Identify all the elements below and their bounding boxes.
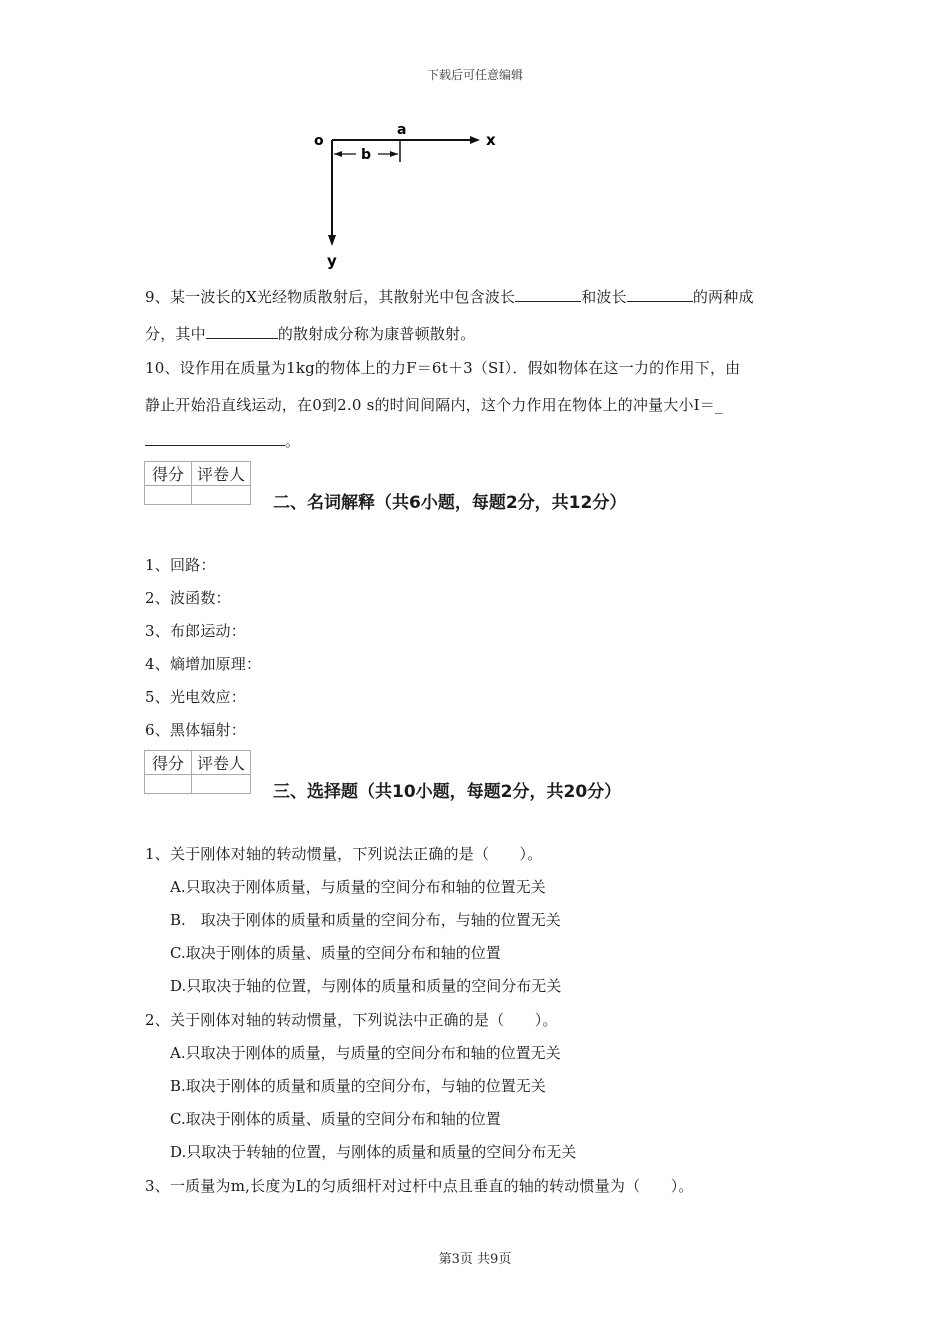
q9-text-3: 的两种成 <box>692 288 754 306</box>
term-item: 6、黑体辐射： <box>145 721 246 739</box>
label-b: b <box>361 147 372 163</box>
q10-end: 。 <box>285 432 301 450</box>
q9-text-5: 的散射成分称为康普顿散射。 <box>277 325 476 343</box>
q1-option-a[interactable]: A.只取决于刚体质量，与质量的空间分布和轴的位置无关 <box>170 878 546 896</box>
page-footer: 第3页 共9页 <box>438 1252 512 1267</box>
x-axis-label: x <box>486 131 496 149</box>
q1-option-d[interactable]: D.只取决于轴的位置，与刚体的质量和质量的空间分布无关 <box>170 977 562 995</box>
term-item: 2、波函数： <box>145 589 231 607</box>
axis-diagram <box>300 112 520 272</box>
q9-line1 <box>145 286 754 307</box>
section3-title: 三、选择题（共10小题，每题2分，共20分） <box>273 782 622 802</box>
q2-option-a[interactable]: A.只取决于刚体的质量，与质量的空间分布和轴的位置无关 <box>170 1044 561 1062</box>
b-dim-arrow-right <box>390 151 398 157</box>
q10-line2: 静止开始沿直线运动，在0到2.0 s的时间间隔内，这个力作用在物体上的冲量大小I＝_ <box>145 396 723 414</box>
q9-line2 <box>145 323 475 344</box>
q1-option-b[interactable]: B. 取决于刚体的质量和质量的空间分布，与轴的位置无关 <box>170 911 561 929</box>
grader-label: 评卷人 <box>192 751 251 775</box>
q9-text-1: 9、某一波长的X光经物质散射后，其散射光中包含波长 <box>145 288 516 306</box>
term-item: 4、熵增加原理： <box>145 655 262 673</box>
q1-option-c[interactable]: C.取决于刚体的质量、质量的空间分布和轴的位置 <box>170 944 501 962</box>
q1-stem: 1、关于刚体对轴的转动惯量，下列说法正确的是（ ）。 <box>145 845 543 863</box>
q9-blank-2[interactable] <box>627 287 693 302</box>
q2-option-d[interactable]: D.只取决于转轴的位置，与刚体的质量和质量的空间分布无关 <box>170 1143 577 1161</box>
q10-blank[interactable] <box>145 431 285 446</box>
q2-option-c[interactable]: C.取决于刚体的质量、质量的空间分布和轴的位置 <box>170 1110 501 1128</box>
q9-text-4: 分，其中 <box>145 325 206 343</box>
grader-cell[interactable] <box>192 775 251 794</box>
q3-stem: 3、一质量为m,长度为L的匀质细杆对过杆中点且垂直的轴的转动惯量为（ ）。 <box>145 1177 694 1195</box>
y-axis-arrow <box>328 235 336 246</box>
score-box-section2 <box>144 461 251 505</box>
grader-label: 评卷人 <box>192 462 251 486</box>
q10-line1: 10、设作用在质量为1kg的物体上的力F＝6t＋3（SI）．假如物体在这一力的作用下，由 <box>145 359 741 377</box>
q10-line3 <box>145 430 300 451</box>
score-box-section3 <box>144 750 251 794</box>
header-note: 下载后可任意编辑 <box>426 68 523 82</box>
q2-stem: 2、关于刚体对轴的转动惯量，下列说法中正确的是（ ）。 <box>145 1011 558 1029</box>
y-axis-label: y <box>327 252 337 270</box>
label-a: a <box>397 122 407 138</box>
score-label: 得分 <box>145 462 192 486</box>
q9-blank-3[interactable] <box>206 324 278 339</box>
b-dim-arrow-left <box>334 151 342 157</box>
score-cell[interactable] <box>145 486 192 505</box>
term-item: 5、光电效应： <box>145 688 246 706</box>
q9-blank-1[interactable] <box>515 287 581 302</box>
term-item: 3、布郎运动： <box>145 622 246 640</box>
score-cell[interactable] <box>145 775 192 794</box>
x-axis-arrow <box>470 136 480 144</box>
term-item: 1、回路： <box>145 556 216 574</box>
origin-label: o <box>314 133 324 149</box>
grader-cell[interactable] <box>192 486 251 505</box>
section2-title: 二、名词解释（共6小题，每题2分，共12分） <box>273 493 627 513</box>
score-label: 得分 <box>145 751 192 775</box>
q2-option-b[interactable]: B.取决于刚体的质量和质量的空间分布，与轴的位置无关 <box>170 1077 546 1095</box>
q9-text-2: 和波长 <box>581 288 627 306</box>
